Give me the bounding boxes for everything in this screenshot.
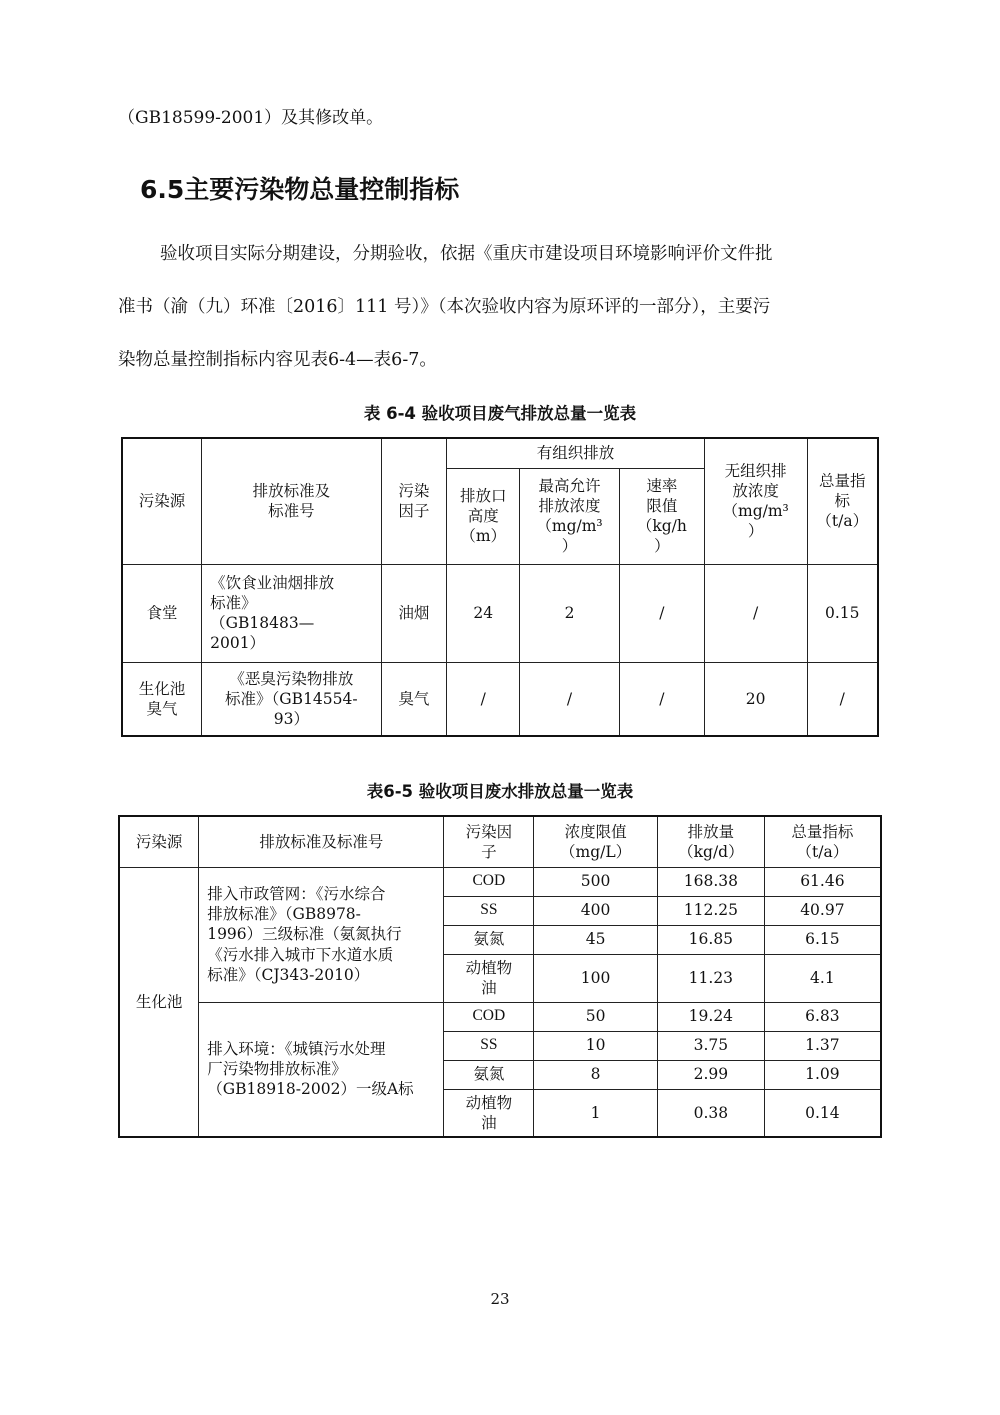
cell-total: 0.15 xyxy=(807,564,878,662)
cell-source: 食堂 xyxy=(122,564,202,662)
cell-total: 61.46 xyxy=(764,867,881,896)
header-source: 污染源 xyxy=(122,438,202,564)
cell-limit: 10 xyxy=(534,1031,658,1060)
cell-amount: 168.38 xyxy=(657,867,764,896)
paragraph-line-2: 准书（渝（九）环准〔2016〕111 号）》（本次验收内容为原环评的一部分），主要污 xyxy=(118,297,771,317)
table-row xyxy=(122,662,878,736)
cell-amount: 16.85 xyxy=(657,925,764,954)
header-total: 总量指标 （t/a） xyxy=(764,816,881,867)
table-row xyxy=(122,564,878,662)
cell-limit: 400 xyxy=(534,896,658,925)
table-row xyxy=(119,1002,881,1031)
cell-standard: 《恶臭污染物排放 标准》（GB14554- 93） xyxy=(202,662,381,736)
cell-amount: 19.24 xyxy=(657,1002,764,1031)
cell-total: 40.97 xyxy=(764,896,881,925)
header-standard: 排放标准及标准号 xyxy=(199,816,444,867)
table-row xyxy=(119,867,881,896)
header-factor: 污染 因子 xyxy=(381,438,447,564)
page-number: 23 xyxy=(490,1290,510,1308)
header-line: （GB18599-2001）及其修改单。 xyxy=(118,108,384,128)
paragraph-line-1: 验收项目实际分期建设，分期验收，依据《重庆市建设项目环境影响评价文件批 xyxy=(160,244,773,264)
table-6-4 xyxy=(121,437,879,737)
cell-factor: SS xyxy=(444,896,534,925)
header-rate: 速率 限值 （kg/h ） xyxy=(619,468,704,564)
cell-factor: 氨氮 xyxy=(444,925,534,954)
cell-limit: 500 xyxy=(534,867,658,896)
cell-limit: 1 xyxy=(534,1089,658,1137)
header-amount: 排放量 （kg/d） xyxy=(657,816,764,867)
cell-amount: 11.23 xyxy=(657,954,764,1002)
cell-standard: 排入环境：《城镇污水处理 厂污染物排放标准》 （GB18918-2002）一级A标 xyxy=(199,1002,444,1137)
header-max-conc: 最高允许 排放浓度 （mg/m³ ） xyxy=(520,468,620,564)
cell-factor: 臭气 xyxy=(381,662,447,736)
header-height: 排放口 高度 （m） xyxy=(447,468,520,564)
header-unorganized: 无组织排 放浓度 （mg/m³ ） xyxy=(704,438,807,564)
cell-total: 6.15 xyxy=(764,925,881,954)
cell-factor: COD xyxy=(444,1002,534,1031)
header-standard: 排放标准及 标准号 xyxy=(202,438,381,564)
cell-unorganized: / xyxy=(704,564,807,662)
header-total: 总量指 标 （t/a） xyxy=(807,438,878,564)
cell-limit: 45 xyxy=(534,925,658,954)
cell-total: 1.09 xyxy=(764,1060,881,1089)
cell-height: 24 xyxy=(447,564,520,662)
header-source: 污染源 xyxy=(119,816,199,867)
cell-unorganized: 20 xyxy=(704,662,807,736)
cell-total: 6.83 xyxy=(764,1002,881,1031)
header-factor: 污染因 子 xyxy=(444,816,534,867)
cell-limit: 100 xyxy=(534,954,658,1002)
section-heading: 6.5主要污染物总量控制指标 xyxy=(140,175,460,204)
cell-height: / xyxy=(447,662,520,736)
cell-rate: / xyxy=(619,564,704,662)
cell-source: 生化池 臭气 xyxy=(122,662,202,736)
header-limit: 浓度限值 （mg/L） xyxy=(534,816,658,867)
cell-factor: SS xyxy=(444,1031,534,1060)
cell-limit: 50 xyxy=(534,1002,658,1031)
cell-max-conc: / xyxy=(520,662,620,736)
cell-factor: 油烟 xyxy=(381,564,447,662)
table-6-4-caption: 表 6-4 验收项目废气排放总量一览表 xyxy=(363,404,637,423)
cell-total: 1.37 xyxy=(764,1031,881,1060)
cell-factor: 动植物 油 xyxy=(444,954,534,1002)
cell-amount: 112.25 xyxy=(657,896,764,925)
cell-standard: 排入市政管网：《污水综合 排放标准》（GB8978- 1996）三级标准（氨氮执行 《污水排入城市下水道水质 标准》（CJ343-2010） xyxy=(199,867,444,1002)
header-organized: 有组织排放 xyxy=(447,438,704,468)
table-6-5-caption: 表6-5 验收项目废水排放总量一览表 xyxy=(366,782,634,801)
cell-amount: 0.38 xyxy=(657,1089,764,1137)
cell-limit: 8 xyxy=(534,1060,658,1089)
cell-total: 0.14 xyxy=(764,1089,881,1137)
paragraph-line-3: 染物总量控制指标内容见表6-4—表6-7。 xyxy=(118,350,437,370)
cell-max-conc: 2 xyxy=(520,564,620,662)
cell-factor: COD xyxy=(444,867,534,896)
cell-standard: 《饮食业油烟排放 标准》 （GB18483— 2001） xyxy=(202,564,381,662)
cell-rate: / xyxy=(619,662,704,736)
cell-amount: 2.99 xyxy=(657,1060,764,1089)
cell-factor: 动植物 油 xyxy=(444,1089,534,1137)
cell-source: 生化池 xyxy=(119,867,199,1137)
cell-total: 4.1 xyxy=(764,954,881,1002)
cell-factor: 氨氮 xyxy=(444,1060,534,1089)
table-6-5 xyxy=(118,815,882,1138)
cell-amount: 3.75 xyxy=(657,1031,764,1060)
cell-total: / xyxy=(807,662,878,736)
